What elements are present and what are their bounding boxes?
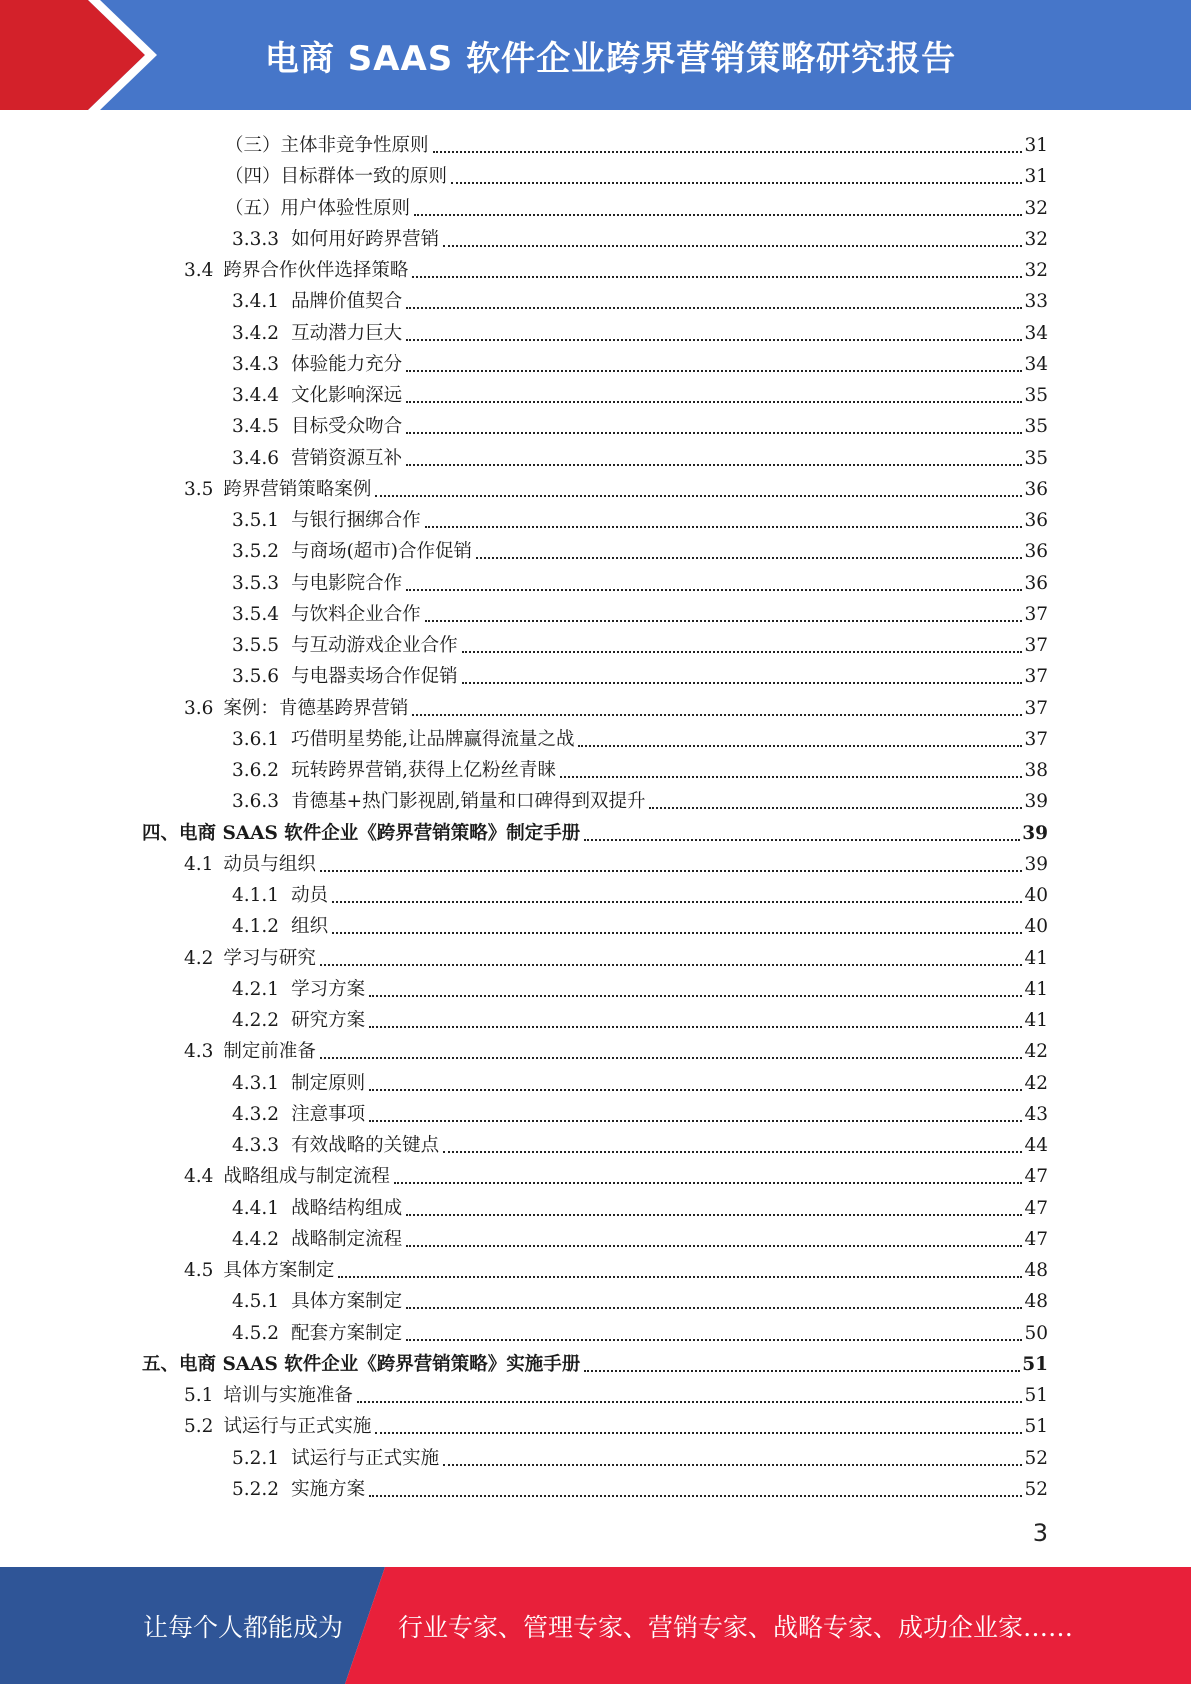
toc-dot-leader [406,1307,1022,1309]
toc-entry-page: 39 [1024,791,1048,813]
toc-entry[interactable] [232,1471,1048,1502]
toc-entry-number: 5.2 [184,1416,214,1438]
toc-entry-number: 4.1.1 [232,885,280,906]
toc-entry-page: 52 [1024,1447,1048,1469]
toc-entry-page: 36 [1024,572,1048,594]
toc-entry-title: 制定前准备 [223,1041,316,1063]
toc-entry-number: 3.5.2 [232,541,280,563]
toc-entry[interactable] [232,408,1048,439]
toc-entry-title: 研究方案 [291,1010,366,1031]
toc-entry-number: 3.5.5 [232,635,280,656]
toc-entry-title: 与电影院合作 [291,572,403,594]
toc-entry[interactable] [232,221,1048,252]
toc-entry[interactable] [232,1221,1048,1252]
toc-entry-number: 4.5 [184,1260,214,1281]
toc-entry-title: 营销资源互补 [291,447,403,469]
toc-entry-title: （五）用户体验性原则 [225,197,411,219]
toc-entry[interactable] [232,533,1048,564]
toc-entry-title: 配套方案制定 [291,1322,403,1344]
toc-entry-number: 4.3.3 [232,1135,280,1156]
toc-entry[interactable] [225,158,1048,189]
toc-dot-leader [584,839,1020,841]
toc-entry-number: 3.6.1 [232,728,280,750]
toc-dot-leader [425,526,1023,528]
toc-entry-page: 37 [1024,728,1048,750]
footer-slogan-right: 行业专家、管理专家、营销专家、战略专家、成功企业家…… [398,1612,1074,1642]
toc-dot-leader [369,1120,1022,1122]
page-number: 3 [1032,1519,1048,1547]
toc-entry-page: 36 [1024,541,1048,563]
toc-dot-leader [462,682,1023,684]
toc-entry-page: 41 [1024,978,1048,1000]
toc-entry-title: 学习与研究 [223,947,316,969]
toc-entry-number: 4.2.2 [232,1010,280,1031]
toc-entry-page: 36 [1024,510,1048,531]
toc-dot-leader [406,1339,1022,1341]
toc-dot-leader [443,1151,1022,1153]
toc-entry[interactable] [225,190,1048,221]
toc-entry[interactable] [232,1283,1048,1314]
toc-entry-number: 4.5.2 [232,1322,280,1344]
toc-dot-leader [338,1276,1022,1278]
toc-dot-leader [406,370,1022,372]
toc-dot-leader [443,245,1022,247]
toc-entry-page: 40 [1024,885,1048,906]
toc-entry-title: 文化影响深远 [291,385,403,406]
toc-entry-title: 战略组成与制定流程 [223,1166,390,1188]
toc-entry-number: 3.6.2 [232,760,280,781]
toc-entry[interactable] [184,1033,1048,1064]
toc-entry[interactable] [184,1252,1048,1283]
toc-entry-page: 37 [1024,697,1048,719]
toc-entry[interactable] [232,627,1048,658]
toc-entry-page: 33 [1024,291,1048,313]
toc-entry-title: 与商场(超市)合作促销 [291,541,473,563]
toc-entry-page: 39 [1024,853,1048,875]
toc-entry-title: 学习方案 [291,978,366,1000]
toc-entry-page: 36 [1024,478,1048,500]
toc-entry[interactable] [184,252,1048,283]
toc-entry-title: 制定原则 [291,1072,366,1094]
toc-entry-number: 4.1 [184,853,214,875]
toc-entry-page: 37 [1024,635,1048,656]
toc-entry[interactable] [232,721,1048,752]
toc-entry-title: 四、电商 SAAS 软件企业《跨界营销策略》制定手册 [142,822,581,844]
toc-entry-title: 试运行与正式实施 [223,1416,372,1438]
toc-entry-number: 5.2.1 [232,1447,280,1469]
toc-entry-number: 4.2 [184,947,214,969]
toc-entry-page: 31 [1024,166,1048,188]
toc-dot-leader [406,307,1022,309]
toc-entry-page: 51 [1024,1385,1048,1406]
toc-dot-leader [412,714,1022,716]
toc-entry-page: 35 [1024,416,1048,438]
toc-entry-title: 与饮料企业合作 [291,603,421,625]
toc-entry[interactable] [232,1127,1048,1158]
toc-entry-title: 品牌价值契合 [291,291,403,313]
toc-entry[interactable] [232,315,1048,346]
toc-dot-leader [357,1401,1023,1403]
toc-dot-leader [320,964,1023,966]
toc-entry-page: 39 [1022,822,1048,844]
toc-entry-page: 50 [1024,1322,1048,1344]
toc-dot-leader [578,745,1022,747]
toc-entry[interactable] [184,690,1048,721]
toc-entry[interactable] [184,471,1048,502]
toc-entry-number: 3.4.2 [232,322,280,344]
toc-entry-page: 34 [1024,353,1048,375]
toc-entry-page: 35 [1024,447,1048,469]
toc-entry-number: 4.4.2 [232,1228,280,1250]
toc-entry-title: 巧借明星势能,让品牌赢得流量之战 [291,728,575,750]
toc-entry-title: 如何用好跨界营销 [291,228,440,250]
toc-entry-number: 5.1 [184,1385,214,1406]
toc-dot-leader [443,1464,1022,1466]
toc-entry-number: 3.4.3 [232,353,280,375]
toc-dot-leader [375,495,1022,497]
toc-entry[interactable] [232,908,1048,939]
toc-entry-page: 41 [1024,947,1048,969]
toc-entry-number: 3.4.6 [232,447,280,469]
toc-entry-number: 3.3.3 [232,228,280,250]
toc-dot-leader [560,776,1022,778]
toc-entry[interactable] [184,1377,1048,1408]
toc-entry[interactable] [142,815,1048,846]
toc-entry-number: 3.4.5 [232,416,280,438]
toc-entry[interactable] [232,1065,1048,1096]
toc-dot-leader [369,1495,1022,1497]
toc-entry-title: 目标受众吻合 [291,416,403,438]
toc-entry-page: 47 [1024,1228,1048,1250]
toc-entry[interactable] [232,877,1048,908]
toc-entry[interactable] [232,1440,1048,1471]
toc-entry-page: 34 [1024,322,1048,344]
report-title: 电商 SAAS 软件企业跨界营销策略研究报告 [264,38,957,79]
toc-entry-page: 47 [1024,1166,1048,1188]
toc-entry[interactable] [232,783,1048,814]
toc-entry[interactable] [184,846,1048,877]
toc-entry-page: 51 [1022,1353,1048,1375]
toc-entry-title: （四）目标群体一致的原则 [225,166,448,188]
toc-entry-number: 3.4.4 [232,385,280,406]
toc-entry-title: 战略结构组成 [291,1197,403,1219]
toc-entry-title: 互动潜力巨大 [291,322,403,344]
toc-entry-title: 体验能力充分 [291,353,403,375]
toc-entry-page: 32 [1024,228,1048,250]
toc-entry[interactable] [142,1346,1048,1377]
toc-entry-title: 注意事项 [291,1103,366,1125]
toc-entry-page: 31 [1024,135,1048,156]
toc-entry-title: 战略制定流程 [291,1228,403,1250]
page-header [0,0,1191,110]
toc-entry-title: 玩转跨界营销,获得上亿粉丝青睐 [291,760,556,781]
toc-entry[interactable] [232,502,1048,533]
toc-entry-page: 40 [1024,916,1048,938]
toc-entry-page: 37 [1024,666,1048,688]
toc-entry-title: 与银行捆绑合作 [291,510,421,531]
toc-entry-title: （三）主体非竞争性原则 [225,135,429,156]
toc-entry-page: 42 [1024,1072,1048,1094]
toc-entry-title: 与电器卖场合作促销 [291,666,458,688]
toc-entry-number: 3.6.3 [232,791,280,813]
toc-entry-title: 动员 [291,885,329,906]
toc-dot-leader [406,432,1022,434]
toc-entry-page: 32 [1024,260,1048,281]
toc-entry[interactable] [232,1315,1048,1346]
toc-entry[interactable] [232,283,1048,314]
toc-dot-leader [406,464,1022,466]
toc-entry-number: 3.5.4 [232,603,280,625]
toc-dot-leader [320,870,1023,872]
toc-entry-page: 44 [1024,1135,1048,1156]
toc-entry-title: 组织 [291,916,329,938]
toc-entry[interactable] [232,971,1048,1002]
toc-entry-number: 4.3 [184,1041,214,1063]
toc-dot-leader [369,1089,1022,1091]
toc-dot-leader [433,151,1023,153]
toc-dot-leader [332,932,1022,934]
toc-entry-title: 具体方案制定 [291,1291,403,1313]
toc-dot-leader [394,1182,1023,1184]
toc-entry[interactable] [184,1158,1048,1189]
toc-entry-title: 动员与组织 [223,853,316,875]
toc-entry-title: 试运行与正式实施 [291,1447,440,1469]
toc-entry-title: 实施方案 [291,1478,366,1500]
toc-entry-number: 4.4 [184,1166,214,1188]
toc-dot-leader [406,1245,1022,1247]
toc-entry[interactable] [232,752,1048,783]
toc-entry-number: 4.3.1 [232,1072,280,1094]
toc-entry-number: 4.4.1 [232,1197,280,1219]
toc-dot-leader [406,589,1022,591]
toc-dot-leader [584,1370,1020,1372]
toc-entry[interactable] [184,940,1048,971]
toc-entry-title: 案例：肯德基跨界营销 [223,697,409,719]
toc-entry[interactable] [232,1190,1048,1221]
toc-dot-leader [462,651,1023,653]
toc-entry-number: 4.3.2 [232,1103,280,1125]
toc-entry-number: 3.5 [184,478,214,500]
toc-entry[interactable] [225,127,1048,158]
toc-dot-leader [406,1214,1022,1216]
toc-entry-number: 3.5.1 [232,510,280,531]
toc-entry-page: 37 [1024,603,1048,625]
toc-dot-leader [649,807,1022,809]
toc-dot-leader [414,214,1022,216]
toc-entry[interactable] [232,565,1048,596]
toc-entry-page: 48 [1024,1291,1048,1313]
footer-slogan-left: 让每个人都能成为 [143,1612,344,1642]
toc-entry-title: 有效战略的关键点 [291,1135,440,1156]
toc-entry-page: 51 [1024,1416,1048,1438]
toc-entry[interactable] [232,377,1048,408]
toc-entry-number: 3.4 [184,260,214,281]
toc-entry-title: 跨界营销策略案例 [223,478,372,500]
toc-dot-leader [369,1026,1022,1028]
toc-entry[interactable] [184,1408,1048,1439]
toc-dot-leader [332,901,1022,903]
toc-entry-number: 3.4.1 [232,291,280,313]
toc-entry-number: 5.2.2 [232,1478,280,1500]
page-footer [0,1567,1191,1684]
toc-dot-leader [406,339,1022,341]
toc-entry-number: 4.5.1 [232,1291,280,1313]
toc-dot-leader [425,620,1023,622]
toc-entry[interactable] [232,658,1048,689]
toc-entry-page: 38 [1024,760,1048,781]
toc-entry-page: 48 [1024,1260,1048,1281]
toc-entry-title: 跨界合作伙伴选择策略 [223,260,409,281]
toc-entry-number: 3.5.3 [232,572,280,594]
toc-dot-leader [476,557,1022,559]
toc-dot-leader [320,1057,1023,1059]
toc-entry-title: 具体方案制定 [223,1260,335,1281]
toc-dot-leader [412,276,1022,278]
toc-entry-title: 肯德基+热门影视剧,销量和口碑得到双提升 [291,791,646,813]
toc-entry-number: 3.6 [184,697,214,719]
toc-entry[interactable] [232,1002,1048,1033]
toc-entry-page: 41 [1024,1010,1048,1031]
toc-entry[interactable] [232,1096,1048,1127]
toc-entry[interactable] [232,596,1048,627]
toc-entry-title: 与互动游戏企业合作 [291,635,458,656]
toc-entry-page: 32 [1024,197,1048,219]
toc-dot-leader [369,995,1022,997]
toc-entry-title: 培训与实施准备 [223,1385,353,1406]
toc-entry[interactable] [232,440,1048,471]
toc-entry-number: 4.2.1 [232,978,280,1000]
toc-entry-page: 42 [1024,1041,1048,1063]
toc-entry[interactable] [232,346,1048,377]
toc-entry-number: 4.1.2 [232,916,280,938]
toc-entry-number: 3.5.6 [232,666,280,688]
toc-dot-leader [451,182,1022,184]
toc-entry-page: 52 [1024,1478,1048,1500]
toc-dot-leader [375,1432,1022,1434]
toc-entry-title: 五、电商 SAAS 软件企业《跨界营销策略》实施手册 [142,1353,581,1375]
toc-dot-leader [406,401,1022,403]
toc-entry-page: 43 [1024,1103,1048,1125]
toc-entry-page: 35 [1024,385,1048,406]
toc-entry-page: 47 [1024,1197,1048,1219]
